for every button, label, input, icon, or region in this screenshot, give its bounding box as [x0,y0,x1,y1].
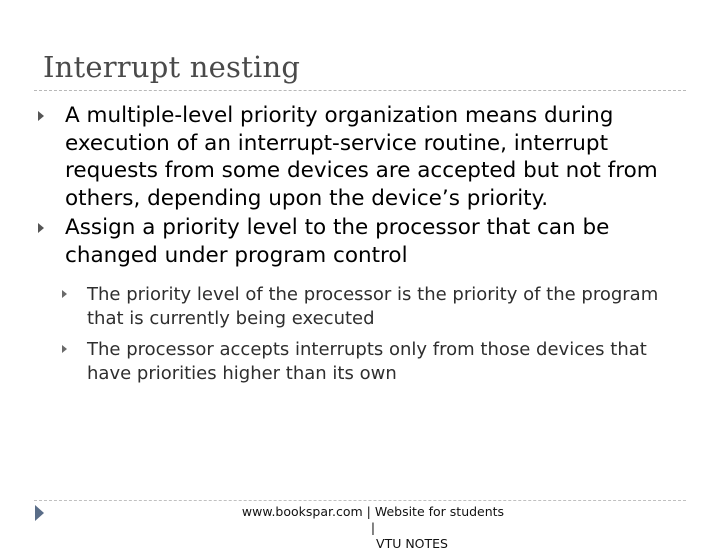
sub-bullet-2 [87,338,687,386]
nav-arrow-icon[interactable] [35,505,44,521]
slide-footer [238,504,508,552]
sub-bullet-1 [87,283,687,331]
slide-title: Interrupt nesting [43,50,301,84]
sub-bullet-triangle-icon [62,345,67,353]
sub-bullet-2-text: The processor accepts interrupts only from those devices that have priorities higher than its own [87,339,647,384]
bullet-triangle-icon [38,223,44,233]
sub-bullet-1-text: The priority level of the processor is the priority of the program that is currently being executed [87,284,659,329]
bullet-triangle-icon [38,111,44,121]
footer-divider [34,500,686,501]
sub-bullet-triangle-icon [62,290,67,298]
footer-line-1: www.bookspar.com | Website for students | [241,504,505,535]
title-divider [34,90,686,91]
footer-line-2: VTU NOTES [376,536,448,551]
sub-bullet-list [0,283,720,386]
bullet-1 [65,102,685,212]
slide-body [0,102,720,386]
bullet-2-text: Assign a priority level to the processor that can be changed under program control [65,215,610,268]
bullet-2 [65,214,685,269]
bullet-1-text: A multiple-level priority organization means during execution of an interrupt-service routine, interrupt requests from some devices are accepted but not from others, depending upon the device’s priority. [65,103,658,211]
